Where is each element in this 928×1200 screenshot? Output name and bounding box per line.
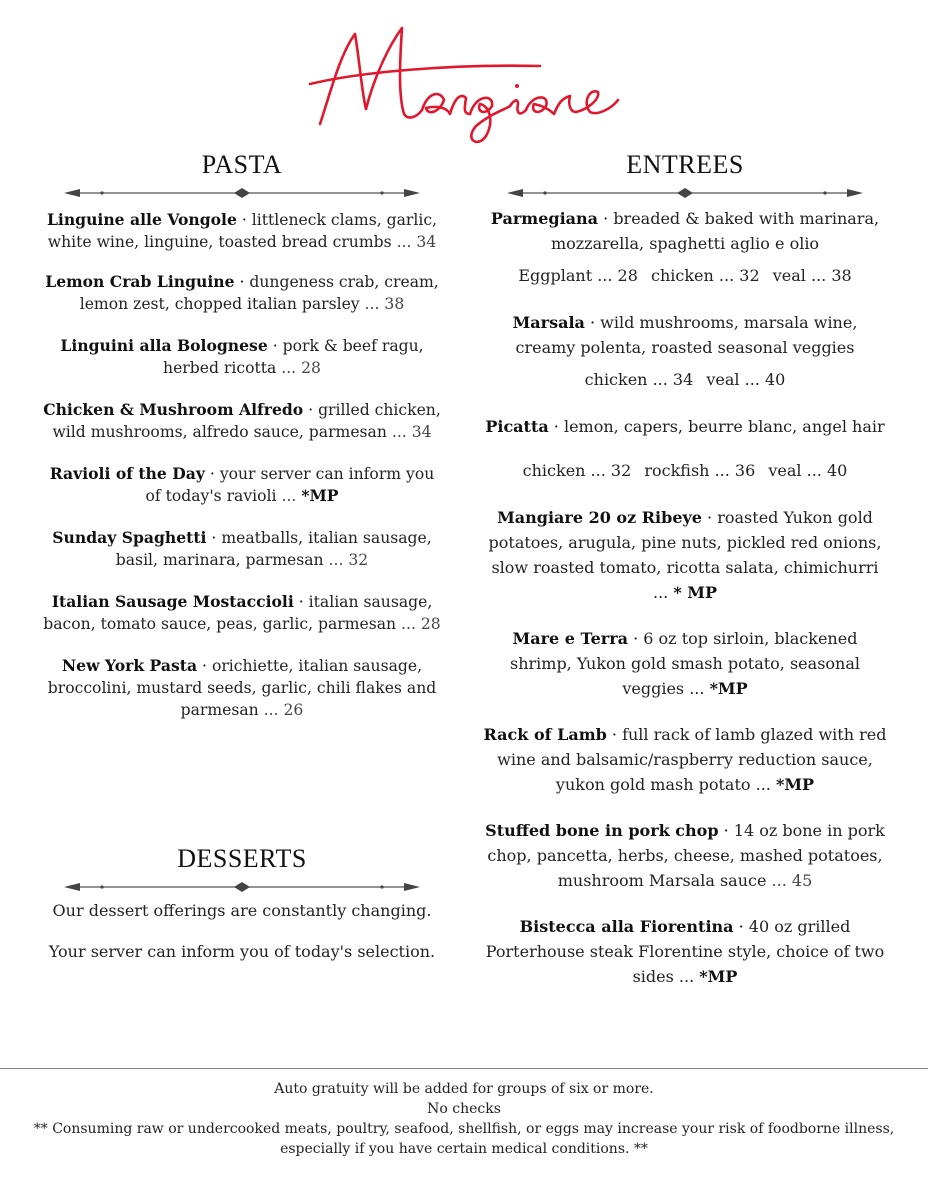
item-price: *MP bbox=[301, 486, 339, 505]
item-desc: meatballs, italian sausage, basil, marinara, parmesan bbox=[115, 529, 432, 569]
desserts-line-2: Your server can inform you of today's selection. bbox=[48, 942, 436, 961]
item-name: Marsala bbox=[512, 313, 585, 332]
item-name: Mare e Terra bbox=[512, 629, 629, 648]
footer-gratuity: Auto gratuity will be added for groups of six or more. bbox=[274, 1081, 654, 1097]
menu-item: Parmegiana · breaded & baked with marinara, mozzarella, spaghetti aglio e olio bbox=[490, 209, 880, 253]
price-options bbox=[478, 459, 892, 483]
item-price: *MP bbox=[775, 775, 815, 794]
item-name: Chicken & Mushroom Alfredo bbox=[43, 400, 304, 419]
menu-item: Mare e Terra · 6 oz top sirloin, blackened shrimp, Yukon gold smash potato, seasonal veggies ... *MP bbox=[509, 629, 860, 698]
item-name: Sunday Spaghetti bbox=[52, 528, 207, 547]
item-name: Italian Sausage Mostaccioli bbox=[51, 592, 294, 611]
item-price: 45 bbox=[791, 871, 813, 890]
item-desc: dungeness crab, cream, lemon zest, chopped italian parsley bbox=[79, 273, 439, 313]
item-desc: lemon, capers, beurre blanc, angel hair bbox=[563, 417, 885, 436]
footer-warning-cont: especially if you have certain medical conditions. ** bbox=[280, 1141, 648, 1157]
menu-item: Stuffed bone in pork chop · 14 oz bone in pork chop, pancetta, herbs, cheese, mashed potatoes, mushroom Marsala sauce ... 45 bbox=[485, 821, 885, 890]
item-name: Bistecca alla Fiorentina bbox=[519, 917, 734, 936]
footer bbox=[0, 1079, 928, 1159]
pasta-section bbox=[36, 148, 448, 721]
item-desc: your server can inform you of today's ravioli bbox=[145, 465, 435, 505]
desserts-line-1: Our dessert offerings are constantly changing. bbox=[52, 901, 432, 920]
item-name: Linguini alla Bolognese bbox=[60, 336, 268, 355]
divider-ornament bbox=[62, 186, 422, 200]
menu-item: Ravioli of the Day · your server can inform you of today's ravioli ... *MP bbox=[49, 464, 435, 505]
menu-item: Lemon Crab Linguine · dungeness crab, cream, lemon zest, chopped italian parsley ... 38 bbox=[45, 272, 439, 313]
item-name: Parmegiana bbox=[490, 209, 599, 228]
item-name: Ravioli of the Day bbox=[49, 464, 205, 483]
item-name: Stuffed bone in pork chop bbox=[485, 821, 719, 840]
item-desc: 40 oz grilled Porterhouse steak Florentine style, choice of two sides bbox=[485, 917, 885, 986]
item-desc: orichiette, italian sausage, broccolini, mustard seeds, garlic, chili flakes and parmesan bbox=[47, 657, 437, 719]
item-name: Rack of Lamb bbox=[483, 725, 607, 744]
price-options bbox=[478, 264, 892, 288]
item-desc: pork & beef ragu, herbed ricotta bbox=[163, 337, 424, 377]
desserts-title: DESSERTS bbox=[177, 844, 307, 873]
footer-rule bbox=[0, 1068, 928, 1069]
item-price: *MP bbox=[699, 967, 738, 986]
item-price: 32 bbox=[348, 551, 369, 569]
item-name: New York Pasta bbox=[61, 656, 198, 675]
menu-item: Sunday Spaghetti · meatballs, italian sausage, basil, marinara, parmesan ... 32 bbox=[52, 528, 432, 569]
divider-ornament bbox=[505, 186, 865, 200]
item-desc: 6 oz top sirloin, blackened shrimp, Yukon gold smash potato, seasonal veggies bbox=[509, 629, 860, 698]
item-desc: full rack of lamb glazed with red wine and balsamic/raspberry reduction sauce, yukon gold mash potato bbox=[497, 725, 887, 794]
item-name: Linguine alle Vongole bbox=[46, 210, 237, 229]
menu-item: Picatta · lemon, capers, beurre blanc, angel hair bbox=[485, 417, 885, 436]
item-price: 34 bbox=[416, 233, 437, 251]
item-price: 28 bbox=[420, 615, 441, 633]
price-option: chicken ... 34 bbox=[584, 370, 694, 389]
menu-item: Chicken & Mushroom Alfredo · grilled chicken, wild mushrooms, alfredo sauce, parmesan ... 34 bbox=[43, 400, 441, 441]
price-option: veal ... 38 bbox=[772, 266, 852, 285]
price-options bbox=[478, 368, 892, 392]
menu-item: New York Pasta · orichiette, italian sausage, broccolini, mustard seeds, garlic, chili flakes and parmesan ... 26 bbox=[47, 656, 437, 719]
price-option: Eggplant ... 28 bbox=[518, 266, 638, 285]
divider-ornament bbox=[62, 880, 422, 894]
menu-item: Linguine alle Vongole · littleneck clams, garlic, white wine, linguine, toasted bread crumbs ... 34 bbox=[46, 210, 438, 251]
entrees-title: ENTREES bbox=[626, 150, 744, 179]
item-desc: wild mushrooms, marsala wine, creamy polenta, roasted seasonal veggies bbox=[515, 313, 858, 357]
desserts-section bbox=[36, 842, 448, 963]
item-desc: grilled chicken, wild mushrooms, alfredo sauce, parmesan bbox=[52, 401, 441, 441]
footer-warning: ** Consuming raw or undercooked meats, poultry, seafood, shellfish, or eggs may increase your risk of foodborne illness, bbox=[33, 1121, 895, 1137]
item-price: * MP bbox=[673, 583, 718, 602]
item-name: Picatta bbox=[485, 417, 549, 436]
item-name: Mangiare 20 oz Ribeye bbox=[497, 508, 702, 527]
entrees-section bbox=[478, 148, 892, 989]
price-option: veal ... 40 bbox=[706, 370, 786, 389]
menu-item: Italian Sausage Mostaccioli · italian sausage, bacon, tomato sauce, peas, garlic, parmesan ... 28 bbox=[43, 592, 441, 633]
price-option: rockfish ... 36 bbox=[644, 461, 756, 480]
price-option: veal ... 40 bbox=[768, 461, 848, 480]
item-price: *MP bbox=[709, 679, 748, 698]
item-desc: breaded & baked with marinara, mozzarella, spaghetti aglio e olio bbox=[550, 209, 880, 253]
item-price: 34 bbox=[411, 423, 432, 441]
item-desc: 14 oz bone in pork chop, pancetta, herbs, cheese, mashed potatoes, mushroom Marsala sauce bbox=[487, 821, 885, 890]
item-desc: roasted Yukon gold potatoes, arugula, pine nuts, pickled red onions, slow roasted tomato, ricotta salata, chimichurri bbox=[488, 508, 882, 577]
item-price: 28 bbox=[301, 359, 321, 377]
mangiare-logo bbox=[300, 14, 630, 144]
menu-item: Rack of Lamb · full rack of lamb glazed with red wine and balsamic/raspberry reduction sauce, yukon gold mash potato ... *MP bbox=[483, 725, 887, 794]
item-price: 26 bbox=[283, 701, 304, 719]
menu-item: Linguini alla Bolognese · pork & beef ragu, herbed ricotta ... 28 bbox=[60, 336, 424, 377]
price-option: chicken ... 32 bbox=[522, 461, 632, 480]
item-desc: italian sausage, bacon, tomato sauce, peas, garlic, parmesan bbox=[43, 593, 433, 633]
item-desc: littleneck clams, garlic, white wine, linguine, toasted bread crumbs bbox=[47, 211, 438, 251]
item-name: Lemon Crab Linguine bbox=[45, 272, 235, 291]
pasta-title: PASTA bbox=[201, 150, 283, 179]
footer-no-checks: No checks bbox=[427, 1101, 501, 1117]
item-price: 38 bbox=[384, 295, 405, 313]
price-option: chicken ... 32 bbox=[651, 266, 760, 285]
menu-item: Mangiare 20 oz Ribeye · roasted Yukon gold potatoes, arugula, pine nuts, pickled red onions, slow roasted tomato, ricotta salata, chimichurri ... * MP bbox=[488, 508, 882, 602]
menu-item: Bistecca alla Fiorentina · 40 oz grilled Porterhouse steak Florentine style, choice of two sides ... *MP bbox=[485, 917, 885, 986]
menu-item: Marsala · wild mushrooms, marsala wine, creamy polenta, roasted seasonal veggies bbox=[512, 313, 858, 357]
